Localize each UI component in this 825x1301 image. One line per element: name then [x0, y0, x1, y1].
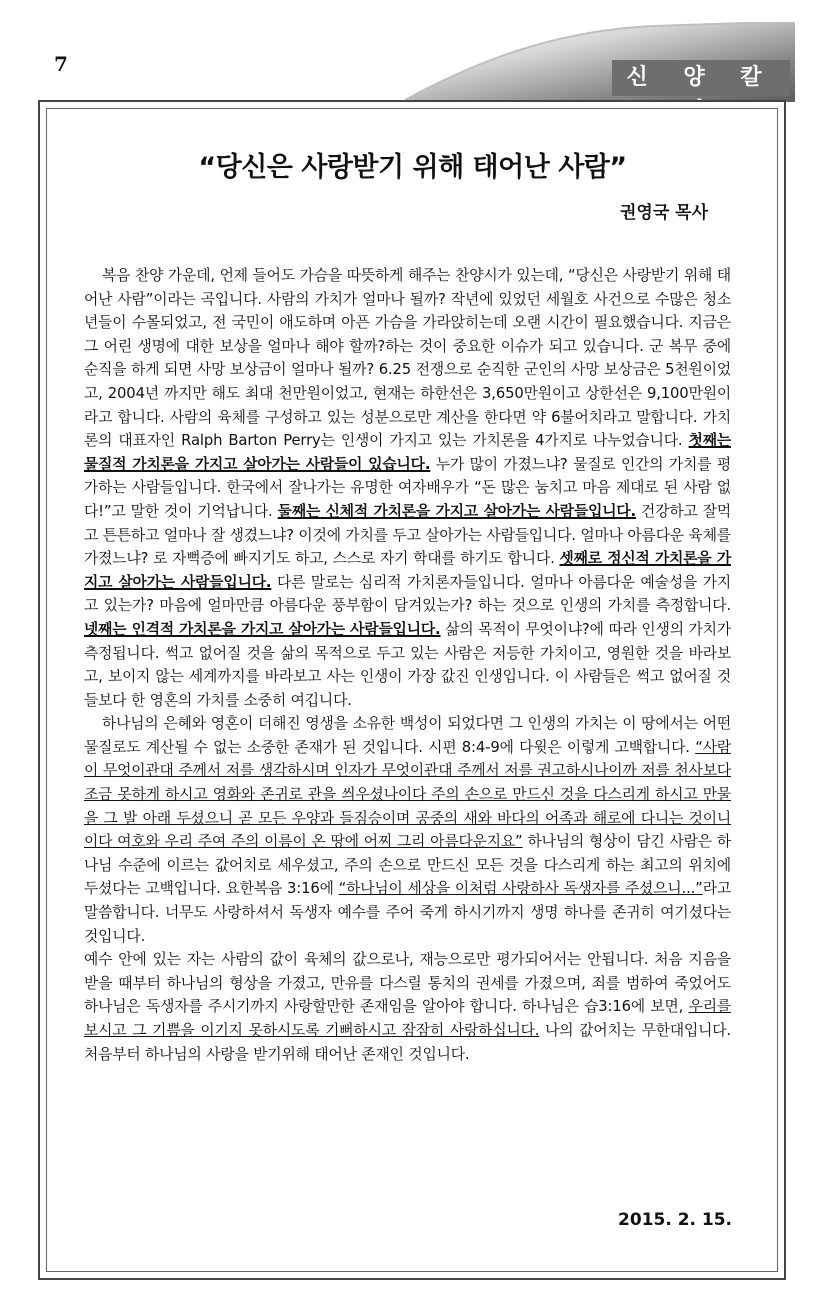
text-run: 건강하고 잘먹고 튼튼하고 얼마나 잘 생겼느냐? 이것에 가치를 두고 살아가는 사람들입니다. 얼마나 아름다운 육체를 가졌느냐? 로 자뻑증에 빠지기도 하고, 스스로 자기 학대를 하기도 합니다.: [84, 502, 731, 568]
paragraph-1: [84, 264, 731, 712]
zephaniah-quote: 우리를 보시고 그 기쁨을 이기지 못하시도록 기뻐하시고 잠잠히 사랑하십니다.: [84, 998, 731, 1039]
text-run: 다른 말로는 심리적 가치론자들입니다. 얼마나 아름다운 예술성을 가지고 있는가? 마음에 얼마만큼 아름다운 풍부함이 담겨있는가? 하는 것으로 인생의 가치를 측정합니다.: [84, 573, 732, 615]
highlight-fourth-value: 넷째는 인격적 가치론을 가지고 살아가는 사람들입니다.: [84, 620, 441, 638]
text-run: 누가 많이 가졌느냐? 물질로 인간의 가치를 평가하는 사람들입니다. 한국에서 잘나가는 유명한 여자배우가 “돈 많은 눔치고 마음 제대로 된 사람 없다!”고 말한 것이 기억납니다.: [84, 455, 731, 520]
text-run: 하나님의 형상이 담긴 사람은 하나님 수준에 이르는 값어치로 세우셨고, 주의 손으로 만드신 모든 것을 다스리게 하는 최고의 위치에 두셨다는 고백입니다. 요한복음 3:16에: [84, 833, 732, 898]
highlight-first-value: 첫째는 물질적 가치론을 가지고 살아가는 사람들이 있습니다.: [84, 432, 731, 473]
text-run: 복음 찬양 가운데, 언제 들어도 가슴을 따뜻하게 해주는 찬양시가 있는데, “당신은 사랑받기 위해 태어난 사람”이라는 곡입니다. 사람의 가치가 얼마나 될까? 작년에 있었던 세월호 사건으로 수많은 청소년들이 수몰되었고, 전 국민이 애도하며 아픈 가슴을 가라앉히는데 오랜 시간이 필요했습니다. 지금은 그 어린 생명에 대한 보상을 얼마나 해야 할까?하는 것이 중요한 이슈가 되고 있습니다. 군 복무 중에 순직을 하게 되면 사망 보상금이 얼마나 될까? 6.25 전쟁으로 순직한 군인의 사망 보상금은 5천원이었고, 2004년 까지만 해도 최대 천만원이었고, 현재는 하한선은 3,650만원이고 상한선은 9,100만원이라고 합니다. 사람의 육체를 구성하고 있는 성분으로만 계산을 한다면 약 6불어치라고 말합니다. 가치론의 대표자인 Ralph Barton Perry는 인생이 가지고 있는 가치론을 4가지로 나누었습니다.: [84, 267, 731, 450]
article-date: 2015. 2. 15.: [618, 1210, 733, 1230]
text-run: 라고 말씀합니다. 너무도 사랑하셔서 독생자 예수를 주어 죽게 하시기까지 생명 하나를 존귀히 여기셨다는 것입니다.: [84, 880, 731, 945]
article-body: [84, 264, 731, 1066]
highlight-third-value: 셋째로 정신적 가치론을 가지고 살아가는 사람들입니다.: [84, 550, 731, 591]
text-run: 하나님의 은혜와 영혼이 더해진 영생을 소유한 백성이 되었다면 그 인생의 가치는 이 땅에서는 어떤 물질로도 계산될 수 없는 소중한 존재가 된 것입니다. 시편 8:4-9에 다윗은 이렇게 고백합니다.: [84, 715, 731, 756]
article-author: 권영국 목사: [620, 203, 709, 223]
text-run: 예수 안에 있는 자는 사람의 값이 육체의 값으로나, 재능으로만 평가되어서는 안됩니다. 처음 지음을 받을 때부터 하나님의 형상을 가졌고, 만유를 다스릴 통치의 권세를 가졌으며, 죄를 범하여 죽었어도 하나님은 독생자를 주시기까지 사랑할만한 존재임을 알아야 합니다. 하나님은 습3:16에 보면,: [84, 951, 731, 1016]
text-run: 나의 값어치는 무한대입니다. 처음부터 하나님의 사랑을 받기위해 태어난 존재인 것입니다.: [84, 1022, 731, 1063]
text-run: 삶의 목적이 무엇이냐?에 따라 인생의 가치가 측정됩니다. 썩고 없어질 것을 삶의 목적으로 두고 있는 사람은 저등한 가치이고, 영원한 것을 바라보고, 보이지 않는 세계까지를 바라보고 사는 인생이 가장 값진 인생입니다. 이 사람들은 썩고 없어질 것들보다 한 영혼의 가치를 소중히 여깁니다.: [84, 620, 731, 709]
psalm-quote: “사람이 무엇이관대 주께서 저를 생각하시며 인자가 무엇이관대 주께서 저를 권고하시나이까 저를 천사보다 조금 못하게 하시고 영화와 존귀로 관을 씌우셨나이다 주의 손으로 만드신 것을 다스리게 하시고 만물을 그 발 아래 두셨으니 곧 모든 우양과 들짐승이며 공중의 새와 바다의 어족과 해로에 다니는 것이니이다 여호와 우리 주여 주의 이름이 온 땅에 어찌 그리 아름다운지요”: [84, 738, 731, 851]
page-number: 7: [54, 52, 68, 76]
article-title: “당신은 사랑받기 위해 태어난 사람”: [198, 152, 627, 183]
highlight-second-value: 둘째는 신체적 가치론을 가지고 살아가는 사람들입니다.: [277, 502, 636, 520]
paragraph-3: [84, 948, 731, 1066]
section-label: 신 양 칼 럼: [626, 64, 776, 124]
paragraph-2: [84, 712, 731, 948]
john-quote: “하나님이 세상을 이처럼 사랑하사 독생자를 주셨으니...”: [338, 880, 703, 898]
